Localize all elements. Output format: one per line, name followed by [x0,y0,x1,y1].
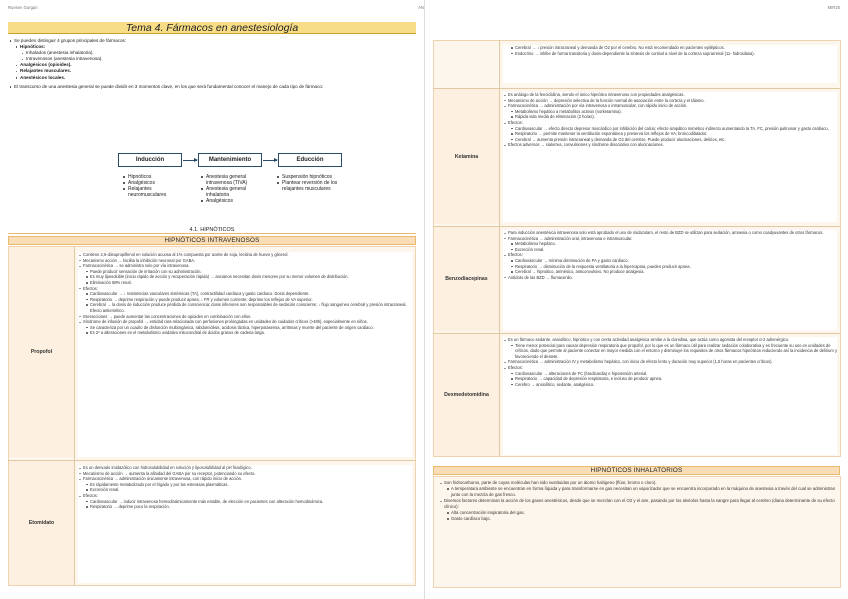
table-header-inhalatorios: HIPNÓTICOS INHALATORIOS [433,466,840,475]
etomidato-content-cont: Cerebral → ↓ presión intracraneal y demanda de O2 por el cerebro. No está recomendado en pacientes epilépticos. Endocrino → inhibe de forma transitoria y dosis-dependiente la síntesis de cortisol a nivel de la corteza suprarrenal (11- hidroxilasa). [503,45,837,83]
page-header-author: Ruesen Gurgan [8,5,38,10]
flow-box-mantenimiento: Mantenimiento [198,153,262,167]
benzodiacepinas-content: Para inducción anestésica intravenosa solo está aprobado el uso de midazolam, el resto de BZD se utilizan para sedación, amnesia o como coadyuvantes de otros fármacos. Farmacocinética → administración oral, intravenosa e intramuscular. Metabolismo hepático. Excreción renal. Efectos: Cardiovascular → mínima disminución de PA y gasto cardiaco. Respiratorio → disminución de la respuesta ventilatoria a la hipercapnia, pueden producir apnea. Cerebral → hipnótico, amnésico, anticonvulsivo. No produce analgesia. Antídoto de las BZD → flumacenilo. [503,230,837,330]
intro-item: El transcurso de una anestesia general se puede dividir en 3 momentos clave, en los que será fundamental conocer el manejo de cada tipo de fármaco: [8,84,416,90]
propofol-content: Contiene 2,6-diisopropilfenol en solución acuosa al 1% compuesta por aceite de soja, lecitina de huevo y glicerol. Mecanismo acción → facilita la inhibición neuronal por GABA. Farmacocinética → se administra solo por vía intravenosa. Puede producir sensación de irritación con su administración. Es muy liposoluble (inicio rápido de acción y recuperación rápida) → ancianos necesitan dosis menores por su menor volumen de distribución. Eliminación 88% renal. Efectos: Cardiovascular → ↓ resistencias vasculares sistémicas (TA), contractilidad cardiaca y gasto cardiaco. Dosis dependiente. Respiratorio → deprime respiración y puede producir apnea; ↓ FR y volumen corriente; deprime los reflejos de VA superior. Cerebral → la dosis de inducción produce pérdida de consciencia; dosis inferiores son responsables de sedación consciente; ↓ flujo sanguíneo cerebral y presión intracraneal. Efecto antiemético. Interacciones → puede aumentar las concentraciones de opioides en combinación con ellos. Síndrome de infusión de propofol → entidad rara relacionada con perfusiones prolongadas en unidades de cuidados críticos (>48h), especialmente en niños. Se caracteriza por un cuadro de disfunción multiorgánica, rabdomiólisis, acidosis láctica, hiperpotasemia, arritmias y muerte del paciente de origen cardiaco. Es 2º a alteraciones en el metabolismo oxidativo mitocondrial de ácidos grasos de cadena larga. [78,252,412,457]
etomidato-content: Es un derivado imidazólico con hidrosolubilidad en solución y liposolubilidad al pH fisiológico. Mecanismo de acción → aumenta la afinidad del GABA por su receptor, potenciando su efecto. Farmacocinética → administración únicamente intravenosa, con rápido inicio de acción. Es rápidamente metabolizado por el hígado y por las esterasas plasmáticas. Excreción renal. Efectos: Cardiovascular → inducir intravenosa hemodinámicamente más estable, de elección en pacientes con alteración hemodinámica. Respiratorio → deprime poco la respiración. [78,465,412,583]
intro-item: Intravenosos (anestesia intravenosa). [20,56,416,62]
flow-arrow [183,160,197,161]
flow-col-mantenimiento: Anestesia general intravenosa (TIVA) Anestesia general inhalatoria Analgésicos [200,174,270,204]
drug-label-etomidato: Etomidato [9,461,74,585]
intro-item: Hipnóticos: [14,44,416,50]
flow-box-educcion: Educción [278,153,342,167]
flow-col-induccion: Hipnóticos Analgésicos Relajantes neuromusculares [122,174,188,198]
table-header-iv: HIPNÓTICOS INTRAVENOSOS [8,236,416,245]
intro-item: Anestésicos locales. [14,75,416,81]
dexmedetomidina-content: Es un fármaco sedante, ansiolítico, hipnótico y con cierta actividad analgésica similar a la clonidina, que actúa como agonista del receptor α-2 adrenérgico. Tiene menor potencial para causar depresión respiratoria que propofol, por lo que es un fármaco útil para realizar sedación colaborativa y es frecuente su uso en unidades de críticos, dado que permite al paciente conectar en mayor medida con el entorno y disminuye los requisitos de otros fármacos hipnóticos reduciendo así la incidencia de delirium y favoreciendo el destete. Farmacocinética → administración IV y metabolismo hepático, con inicio de efecto lento y duración muy superior (1,5 horas en pacientes críticos). Efectos: Cardiovascular → alteraciones de FC (bradicardia) e hipotensión arterial. Respiratorio → capacidad de depresión respiratoria, e incluso de producir apnea. Cerebro → ansiolítico, sedante, analgésico. [503,337,837,455]
intro-item: Inhalados (anestesia inhalatoria). [20,50,416,56]
right-page [424,0,848,599]
inhalatorios-content: Son hidrocarburos, parte de cuyas moléculas han sido sustituidas por un átomo halógeno (flúor, bromo o cloro). A temperatura ambiente se encuentran en forma líquida y para transformarse en gas necesitan un vaporizador que se encuentra incorporado en la máquina de anestesia a través del cual se administran junto con la mezcla de gas fresco. Diversos factores determinan la acción de los gases anestésicos, desde que se mezclan con el O2 y el aire, pasando por los alvéolos hasta la sangre para llegar al cerebro (diana determinante de su efecto clínico): Alta concentración inspiratoria del gas. Gasto cardíaco bajo. [439,480,837,584]
drug-label-benzodiacepinas: Benzodiacepinas [434,227,499,331]
page-header-code: MIR25 [827,5,840,10]
section-heading: 4.1. HIPNÓTICOS [8,226,416,234]
intro-item: Relajantes musculares. [14,68,416,74]
flow-col-educcion: Suspensión hipnóticos Plantear reversión de los relajantes musculares [276,174,348,192]
drug-label-ketamina: Ketamina [434,89,499,224]
chapter-title: Tema 4. Fármacos en anestesiología [8,22,416,34]
intro-item: Se pueden distinguir 4 grupos principales de fármacos: [8,38,416,44]
drug-label-propofol: Propofol [9,247,74,457]
ketamina-content: Es análogo de la fenciclidina, siendo el único hipnótico intravenoso con propiedades analgésicas. Mecanismo de acción → depresión selectiva de la función normal de asociación entre la corteza y el tálamo. Farmacocinética → administración por vía intravenosa o intramuscular, con rápido inicio de acción. Metabolismo hepático a metabolitos activos (norketamina). Rápida vida media de eliminación (2 horas). Efectos: Cardiovascular → efecto directo depresor miocárdico por inhibición del calcio; efecto simpático mimético indirecto aumentando la TA, FC, presión pulmonar y gasto cardiaco. Respiratorio → permite mantener la ventilación espontánea y preserva los reflejos de VA; broncodilatador. Cerebral → aumenta presión intracraneal y demanda de O2 del cerebro. Puede producir alucinaciones, delirios, etc. Efectos adversos → sialorrea, convulsiones y síndrome disociativo con alucinaciones. [503,92,837,222]
flow-box-induccion: Inducción [118,153,182,167]
drug-label-dexmedetomidina: Dexmedetomidina [434,334,499,456]
flow-arrow [263,160,277,161]
intro-list [8,38,416,90]
intro-item: Analgésicos (opioides). [14,62,416,68]
page-header-mark: AN [418,5,424,10]
